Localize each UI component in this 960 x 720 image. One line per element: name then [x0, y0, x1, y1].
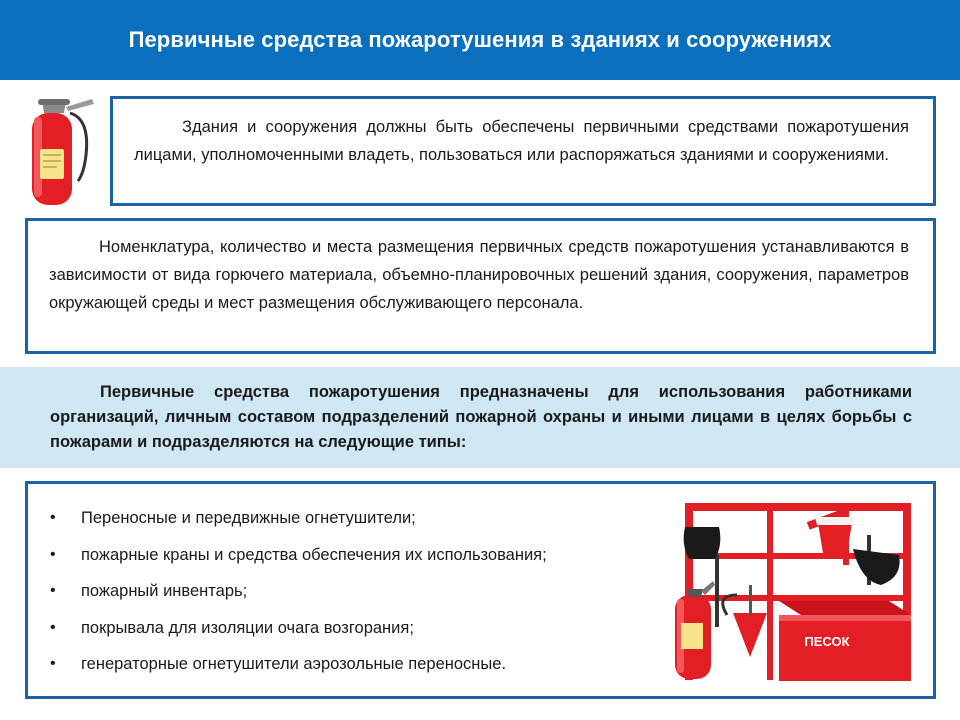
- purpose-text: Первичные средства пожаротушения предназначены для использования работниками организаций, личным составом подразделений пожарной охраны и иными лицами в целях борьбы с пожарами и подразделяются на следующие типы:: [50, 383, 912, 451]
- list-item: • генераторные огнетушители аэрозольные переносные.: [50, 650, 547, 687]
- fire-extinguisher-icon: [20, 95, 100, 207]
- nomenclature-box: [25, 218, 936, 354]
- title-bar: [0, 0, 960, 80]
- nomenclature-text: Номенклатура, количество и места размещения первичных средств пожаротушения устанавливаются в зависимости от вида горючего материала, объемно-планировочных решений здания, сооружения, параметров окружающей среды и мест размещения обслуживающего персонала.: [49, 238, 909, 312]
- requirement-box: [110, 96, 936, 206]
- requirement-text: Здания и сооружения должны быть обеспечены первичными средствами пожаротушения лицами, уполномоченными владеть, пользоваться или распоряжаться зданиями и сооружениями.: [134, 118, 909, 164]
- fire-stand-illustration: [667, 495, 917, 685]
- list-item: • пожарный инвентарь;: [50, 577, 547, 614]
- list-item: • покрывала для изоляции очага возгорания;: [50, 614, 547, 651]
- sand-box-label: ПЕСОК: [804, 634, 850, 649]
- page-title: Первичные средства пожаротушения в зданиях и сооружениях: [128, 27, 832, 52]
- purpose-band: [0, 367, 960, 468]
- list-item: • Переносные и передвижные огнетушители;: [50, 504, 547, 541]
- list-item: • пожарные краны и средства обеспечения их использования;: [50, 541, 547, 578]
- types-list: [50, 504, 547, 687]
